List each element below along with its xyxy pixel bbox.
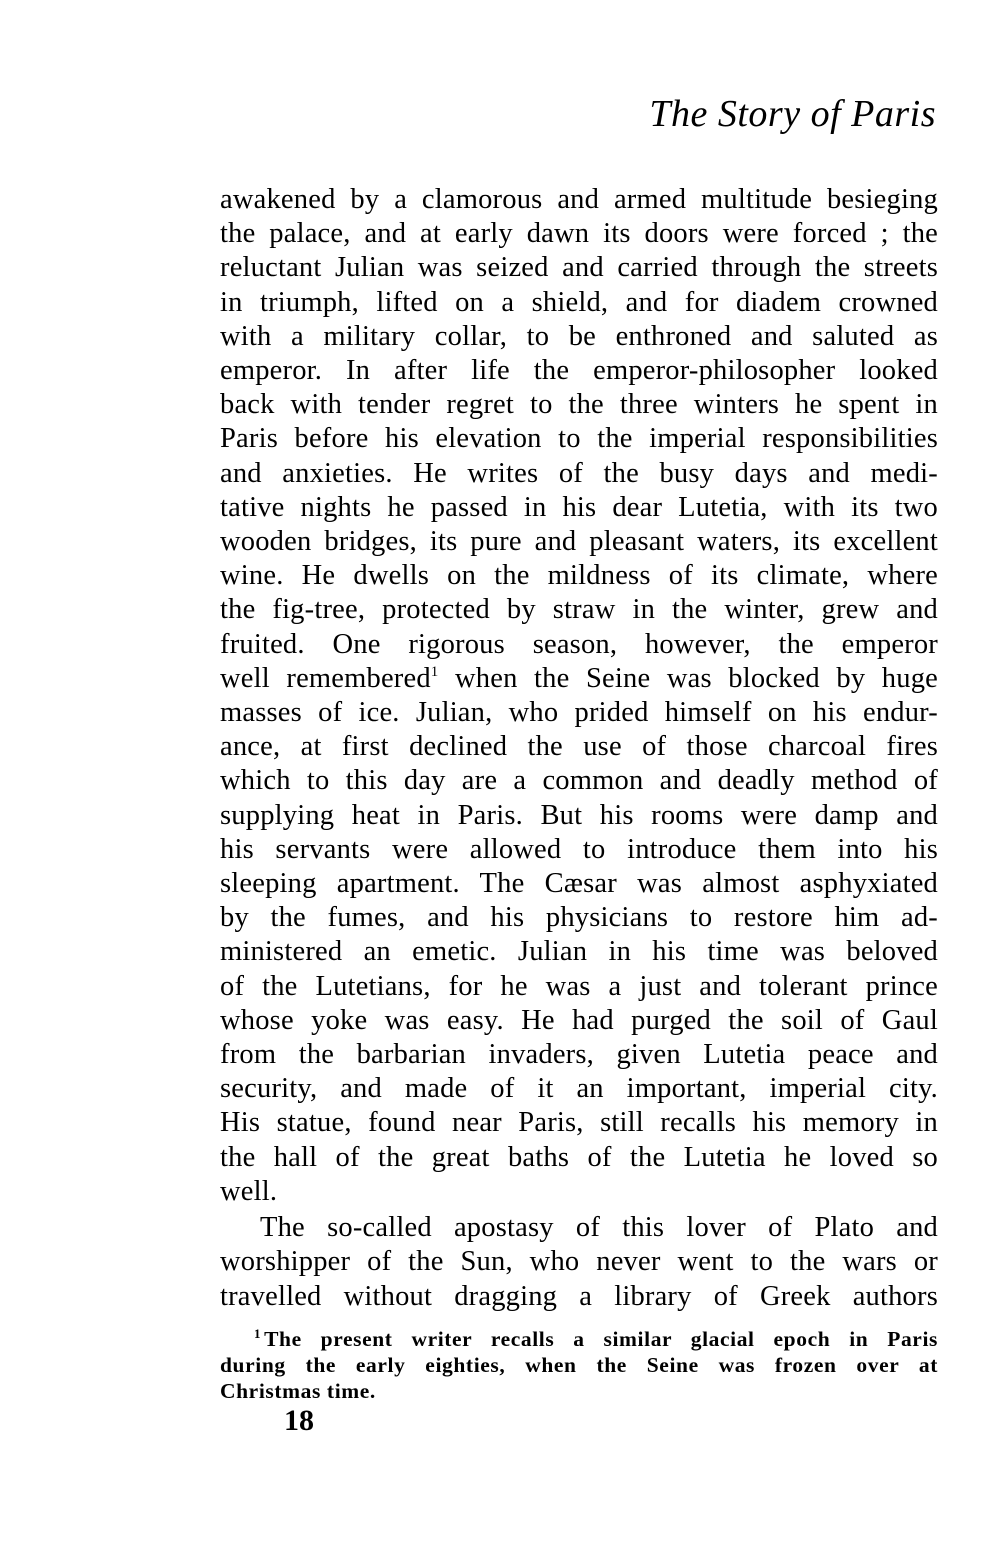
text-line: back with tender regret to the three winters he spent in (220, 389, 938, 421)
text-line: security, and made of it an important, imperial city. (220, 1073, 938, 1105)
text-line: His statue, found near Paris, still recalls his memory in (220, 1107, 938, 1139)
text-segment: when the Seine was blocked by huge (455, 662, 938, 694)
footnote-reference[interactable]: 1 (430, 663, 439, 680)
text-line: Paris before his elevation to the imperial responsibilities (220, 423, 938, 455)
text-line: his servants were allowed to introduce them into his (220, 833, 938, 865)
text-line: awakened by a clamorous and armed multitude besieging (220, 184, 938, 215)
text-line: the fig-tree, protected by straw in the winter, grew and (220, 594, 938, 626)
footnote-line: during the early eighties, when the Seine was frozen over at (220, 1353, 938, 1377)
body-text (220, 183, 938, 1314)
text-line: emperor. In after life the emperor-philosopher looked (220, 355, 938, 387)
text-line: whose yoke was easy. He had purged the soil of Gaul (220, 1004, 938, 1036)
footnote-text: The present writer recalls a similar glacial epoch in Paris (264, 1327, 938, 1351)
text-line: supplying heat in Paris. But his rooms were damp and (220, 799, 938, 831)
text-line: wine. He dwells on the mildness of its climate, where (220, 560, 938, 592)
running-head: The Story of Paris (649, 93, 936, 135)
text-line: by the fumes, and his physicians to restore him ad- (220, 902, 938, 934)
text-line: in triumph, lifted on a shield, and for diadem crowned (220, 286, 938, 318)
text-line: the palace, and at early dawn its doors were forced ; the (220, 218, 938, 250)
text-line: of the Lutetians, for he was a just and tolerant prince (220, 970, 938, 1002)
page-number: 18 (284, 1404, 314, 1437)
text-line: travelled without dragging a library of Greek authors (220, 1280, 938, 1312)
text-segment: well remembered (220, 662, 431, 694)
footnote-marker: 1 (254, 1326, 262, 1341)
text-line: sleeping apartment. The Cæsar was almost asphyxiated (220, 868, 938, 900)
paragraph-1 (220, 183, 938, 1209)
text-line: which to this day are a common and deadly method of (220, 765, 938, 797)
text-line: wooden bridges, its pure and pleasant waters, its excellent (220, 526, 938, 558)
text-line: ance, at first declined the use of those charcoal fires (220, 731, 938, 763)
text-line: masses of ice. Julian, who prided himself on his endur- (220, 697, 938, 729)
text-line: ministered an emetic. Julian in his time was beloved (220, 936, 938, 968)
text-line: from the barbarian invaders, given Lutetia peace and (220, 1039, 938, 1071)
footnote-line (220, 1326, 938, 1352)
text-line: well. (220, 1175, 278, 1207)
text-line: The so-called apostasy of this lover of Plato and (260, 1212, 938, 1244)
text-line: the hall of the great baths of the Lutetia he loved so (220, 1141, 938, 1173)
paragraph-2 (220, 1211, 938, 1314)
text-line: worshipper of the Sun, who never went to the wars or (220, 1246, 938, 1278)
text-line: reluctant Julian was seized and carried through the streets (220, 252, 938, 284)
text-line: fruited. One rigorous season, however, the emperor (220, 628, 938, 660)
text-line: tative nights he passed in his dear Lutetia, with its two (220, 491, 938, 523)
footnote (220, 1326, 938, 1404)
footnote-line: Christmas time. (220, 1379, 376, 1403)
text-line: with a military collar, to be enthroned and saluted as (220, 320, 938, 352)
text-line-with-footnote-ref (220, 662, 938, 696)
text-line: and anxieties. He writes of the busy days and medi- (220, 457, 938, 489)
